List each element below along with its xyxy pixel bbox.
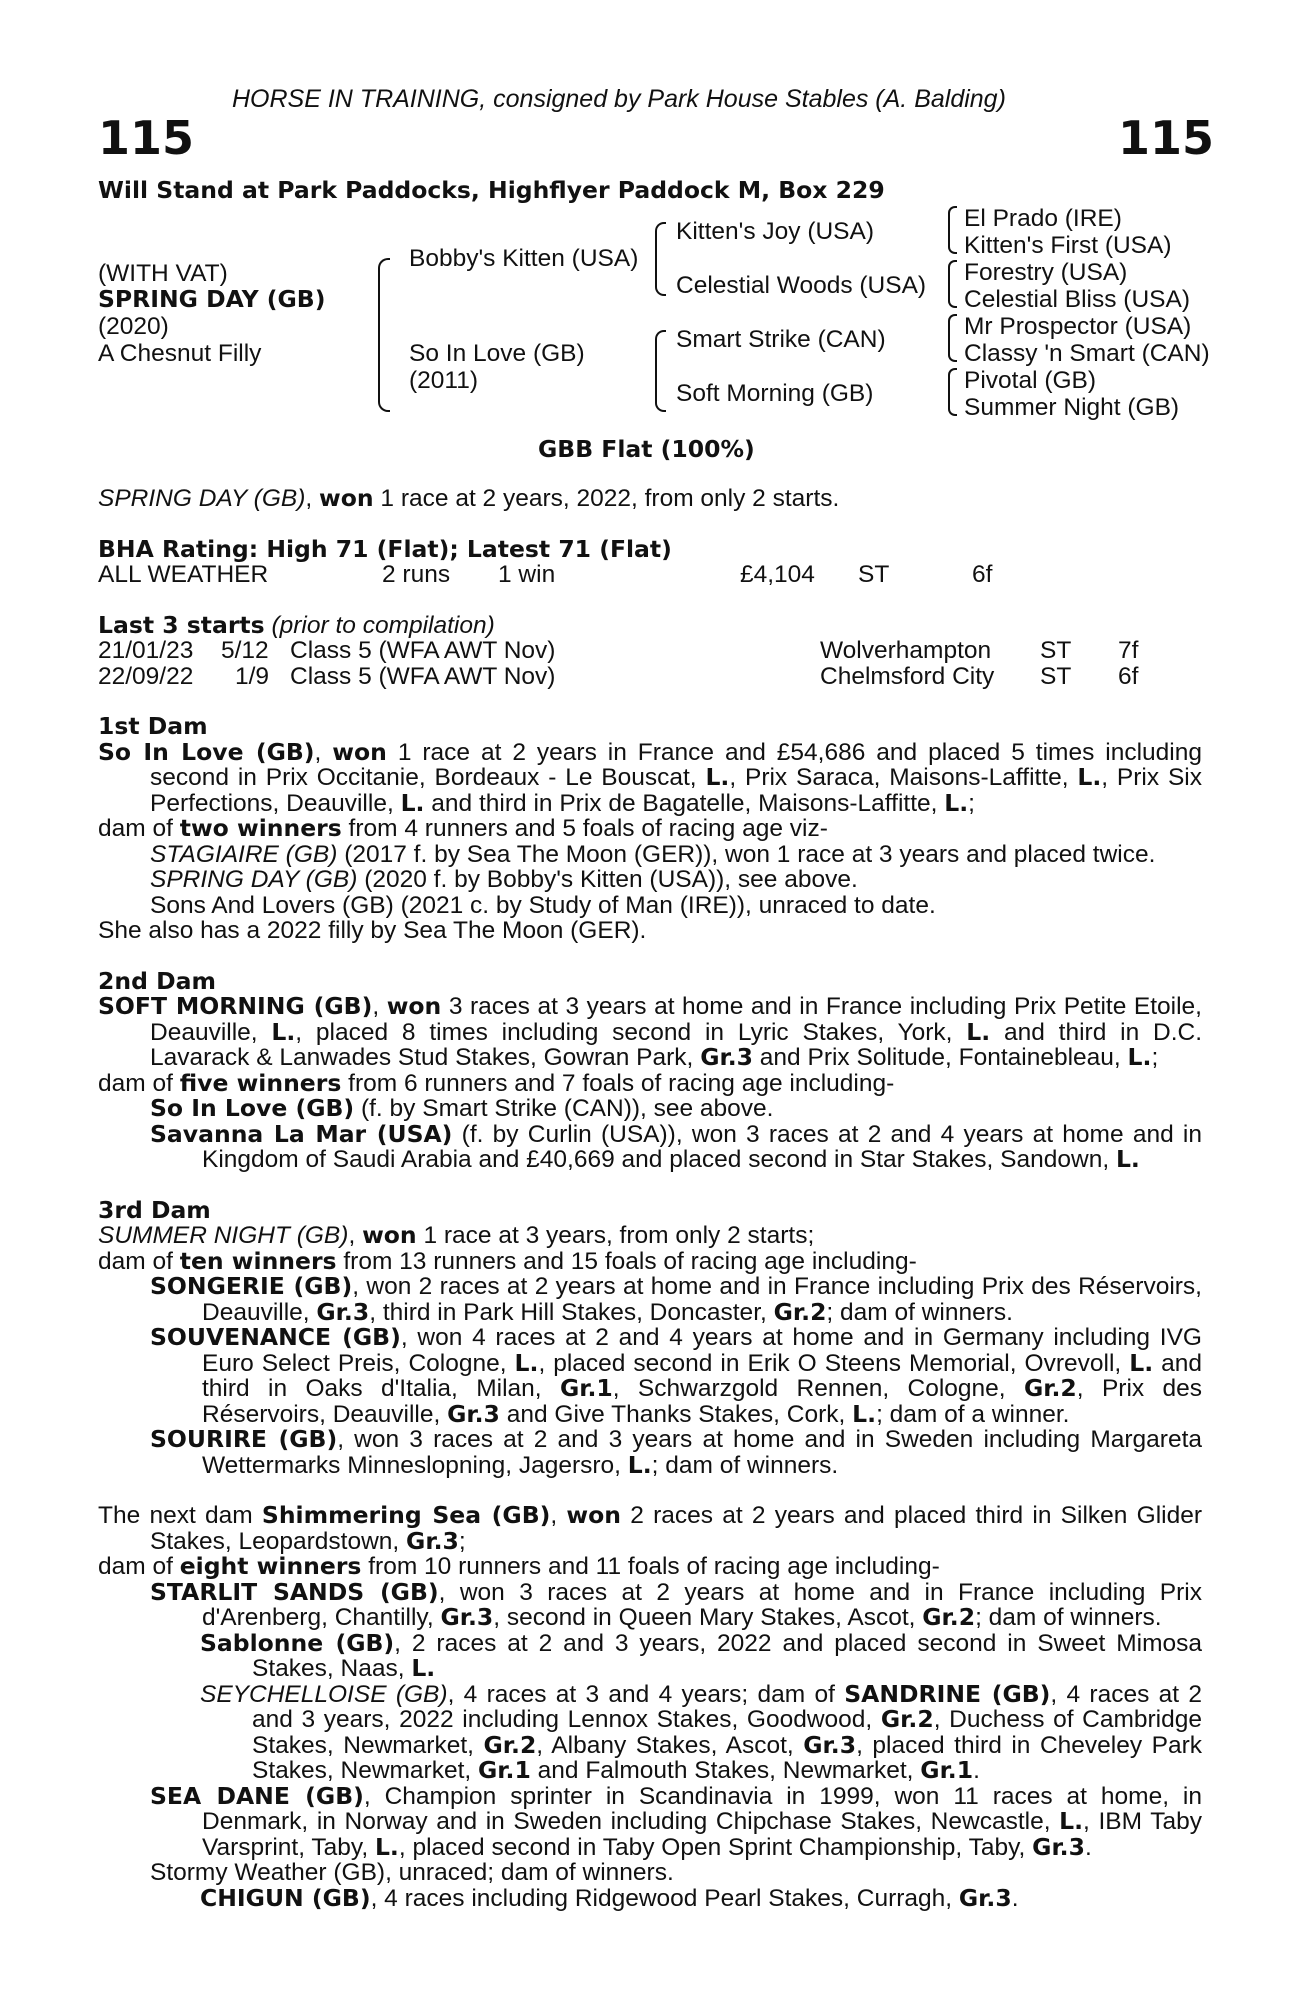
pedigree-dam: So In Love (GB) bbox=[409, 340, 585, 367]
list-item: Sablonne (GB), 2 races at 2 and 3 years, 2022 and placed second in Sweet Mimosa Stakes, Naas, L. bbox=[200, 1628, 1202, 1682]
list-item: CHIGUN (GB), 4 races including Ridgewood Pearl Stakes, Curragh, Gr.3. bbox=[200, 1883, 1019, 1912]
list-item: Stormy Weather (GB), unraced; dam of winners. bbox=[150, 1859, 674, 1886]
pedigree-brace-sire bbox=[655, 222, 666, 296]
list-item: Savanna La Mar (USA) (f. by Curlin (USA)), won 3 races at 2 and 4 years at home and in Kingdom of Saudi Arabia and £40,669 and placed second in Star Stakes, Sandown, L. bbox=[150, 1119, 1202, 1173]
rating-wins: 1 win bbox=[498, 561, 556, 588]
pedigree-sds: Forestry (USA) bbox=[964, 259, 1128, 286]
list-item: Sons And Lovers (GB) (2021 c. by Study of Man (IRE)), unraced to date. bbox=[150, 891, 936, 919]
pedigree-brace-dd bbox=[948, 368, 957, 416]
pedigree-ddd: Summer Night (GB) bbox=[964, 394, 1180, 421]
pedigree-brace-ss bbox=[948, 206, 957, 254]
pedigree-sdd: Celestial Bliss (USA) bbox=[964, 286, 1190, 313]
pedigree-dss: Mr Prospector (USA) bbox=[964, 313, 1192, 340]
rating-distance: 6f bbox=[972, 561, 993, 588]
catalogue-header: HORSE IN TRAINING, consigned by Park House Stables (A. Balding) bbox=[232, 85, 1006, 113]
bha-rating-heading: BHA Rating: High 71 (Flat); Latest 71 (Flat) bbox=[98, 535, 672, 563]
third-dam-heading: 3rd Dam bbox=[98, 1195, 211, 1224]
summary-name: SPRING DAY (GB) bbox=[98, 485, 306, 512]
first-dam-heading: 1st Dam bbox=[98, 712, 208, 740]
pedigree-dam-sire: Smart Strike (CAN) bbox=[676, 326, 886, 353]
pedigree-dam-year: (2011) bbox=[409, 367, 479, 394]
pedigree-sss: El Prado (IRE) bbox=[964, 205, 1122, 232]
rating-prize: £4,104 bbox=[740, 561, 815, 588]
pedigree-brace-ds bbox=[948, 314, 957, 362]
dam-sections bbox=[98, 714, 1202, 1911]
next-dam-record: The next dam Shimmering Sea (GB), won 2 races at 2 years and placed third in Silken Glider Stakes, Leopardstown, Gr.3; bbox=[98, 1501, 1202, 1555]
second-dam-produce: dam of five winners from 6 runners and 7 foals of racing age including- bbox=[98, 1068, 895, 1097]
second-dam-heading: 2nd Dam bbox=[98, 966, 216, 995]
list-item: SEYCHELLOISE (GB), 4 races at 3 and 4 years; dam of SANDRINE (GB), 4 races at 2 and 3 years, 2022 including Lennox Stakes, Goodwood, Gr.2, Duchess of Cambridge Stakes, Newmarket, Gr.2, Albany Stakes, Ascot, Gr.3, placed third in Cheveley Park Stakes, Newmarket, Gr.1 and Falmouth Stakes, Newmarket, Gr.1. bbox=[200, 1679, 1203, 1784]
pedigree-ssd: Kitten's First (USA) bbox=[964, 232, 1172, 259]
pedigree-brace-sd bbox=[948, 260, 957, 308]
list-item: SOUVENANCE (GB), won 4 races at 2 and 4 years at home and in Germany including IVG Euro Select Preis, Cologne, L., placed second in Erik O Steens Memorial, Ovrevoll, L. and third in Oaks d'Italia, Milan, Gr.1, Schwarzgold Rennen, Cologne, Gr.2, Prix des Réservoirs, Deauville, Gr.3 and Give Thanks Stakes, Cork, L.; dam of a winner. bbox=[150, 1323, 1203, 1428]
pedigree-sire: Bobby's Kitten (USA) bbox=[409, 245, 639, 272]
stand-location: Will Stand at Park Paddocks, Highflyer Paddock M, Box 229 bbox=[98, 176, 885, 204]
horse-name: SPRING DAY (GB) bbox=[98, 285, 326, 313]
pedigree-sire-sire: Kitten's Joy (USA) bbox=[676, 218, 875, 245]
first-dam-record: So In Love (GB), won 1 race at 2 years in France and £54,686 and placed 5 times including second in Prix Occitanie, Bordeaux - Le Bouscat, L., Prix Saraca, Maisons-Laffitte, L., Prix Six Perfections, Deauville, L. and third in Prix de Bagatelle, Maisons-Laffitte, L.; bbox=[98, 737, 1202, 817]
pedigree-brace-dam bbox=[655, 330, 666, 412]
list-item: SPRING DAY (GB) (2020 f. by Bobby's Kitten (USA)), see above. bbox=[150, 866, 858, 893]
list-item: STAGIAIRE (GB) (2017 f. by Sea The Moon (GER)), won 1 race at 3 years and placed twice. bbox=[150, 840, 1156, 868]
lot-number-right: 115 bbox=[1118, 111, 1215, 165]
rating-surface: ALL WEATHER bbox=[98, 561, 269, 588]
pedigree-dsd: Classy 'n Smart (CAN) bbox=[964, 340, 1210, 367]
next-dam-produce: dam of eight winners from 10 runners and 11 foals of racing age including- bbox=[98, 1552, 940, 1580]
list-item: So In Love (GB) (f. by Smart Strike (CAN)), see above. bbox=[150, 1094, 774, 1122]
second-dam-record: SOFT MORNING (GB), won 3 races at 3 years at home and in France including Prix Petite Etoile, Deauville, L., placed 8 times including second in Lyric Stakes, York, L. and third in D.C. Lavarack & Lanwades Stud Stakes, Gowran Park, Gr.3 and Prix Solitude, Fontainebleau, L.; bbox=[98, 992, 1203, 1071]
horse-description: A Chesnut Filly bbox=[98, 340, 262, 367]
first-dam-also: She also has a 2022 filly by Sea The Moon (GER). bbox=[98, 917, 647, 944]
rating-runs: 2 runs bbox=[382, 561, 451, 588]
list-item: SOURIRE (GB), won 3 races at 2 and 3 years at home and in Sweden including Margareta Wettermarks Minneslopning, Jagersro, L.; dam of winners. bbox=[150, 1425, 1202, 1479]
list-item: STARLIT SANDS (GB), won 3 races at 2 years at home and in France including Prix d'Arenberg, Chantilly, Gr.3, second in Queen Mary Stakes, Ascot, Gr.2; dam of winners. bbox=[150, 1577, 1203, 1631]
horse-year: (2020) bbox=[98, 313, 169, 340]
third-dam-produce: dam of ten winners from 13 runners and 15 foals of racing age including- bbox=[98, 1246, 917, 1275]
pedigree-brace-main bbox=[378, 258, 390, 412]
pedigree-sire-dam: Celestial Woods (USA) bbox=[676, 272, 927, 299]
first-dam-produce: dam of two winners from 4 runners and 5 foals of racing age viz- bbox=[98, 814, 828, 842]
last-starts-heading: Last 3 starts (prior to compilation) bbox=[98, 611, 495, 639]
gbb-flat: GBB Flat (100%) bbox=[538, 435, 755, 463]
race-summary: SPRING DAY (GB), won 1 race at 2 years, 2022, from only 2 starts. bbox=[98, 484, 840, 512]
list-item: SONGERIE (GB), won 2 races at 2 years at home and in France including Prix des Réservoirs, Deauville, Gr.3, third in Park Hill Stakes, Doncaster, Gr.2; dam of winners. bbox=[150, 1272, 1202, 1326]
third-dam-record: SUMMER NIGHT (GB), won 1 race at 3 years, from only 2 starts; bbox=[98, 1221, 815, 1249]
lot-number-left: 115 bbox=[98, 111, 195, 165]
vat-note: (WITH VAT) bbox=[98, 260, 228, 287]
pedigree-dds: Pivotal (GB) bbox=[964, 367, 1097, 394]
rating-going: ST bbox=[858, 561, 890, 588]
pedigree-dam-dam: Soft Morning (GB) bbox=[676, 380, 874, 407]
summary-text: 1 race at 2 years, 2022, from only 2 starts. bbox=[373, 485, 840, 512]
summary-won: won bbox=[319, 484, 374, 512]
list-item: SEA DANE (GB), Champion sprinter in Scandinavia in 1999, won 11 races at home, in Denmark, in Norway and in Sweden including Chipchase Stakes, Newcastle, L., IBM Taby Varsprint, Taby, L., placed second in Taby Open Sprint Championship, Taby, Gr.3. bbox=[150, 1781, 1203, 1861]
